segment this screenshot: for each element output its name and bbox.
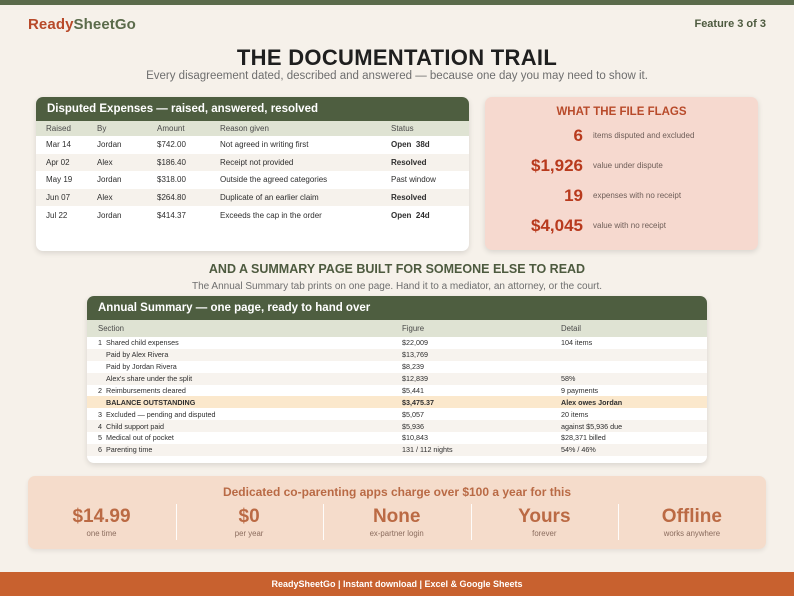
reason-cell: Not agreed in writing first: [220, 140, 309, 150]
table-row: [87, 349, 707, 361]
figure-cell: $12,839: [391, 373, 550, 385]
section-cell: [87, 432, 391, 444]
annual-summary-table: [87, 320, 707, 456]
flag-value: 19: [564, 186, 583, 205]
table-row: [87, 385, 707, 397]
table-header-row: [36, 121, 469, 136]
by-cell: Alex: [87, 189, 147, 207]
page-title: THE DOCUMENTATION TRAIL: [236, 45, 558, 70]
section-cell: [87, 373, 391, 385]
detail-cell: $28,371 billed: [561, 433, 606, 443]
table-row: [36, 189, 469, 207]
table-row: [87, 420, 707, 432]
disputed-expenses-card: [36, 97, 469, 251]
stat-divider: [471, 504, 472, 540]
figure-cell: $13,769: [391, 349, 550, 361]
table-row: [87, 432, 707, 444]
stat-value: Offline: [661, 506, 722, 527]
table-row: [87, 396, 707, 408]
brand-logo: [28, 16, 136, 33]
table-row: [36, 154, 469, 172]
section-number: 2: [98, 385, 102, 395]
page-subtitle: Every disagreement dated, described and answered — because one day you may need to show it.: [146, 70, 648, 82]
detail-cell: 104 items: [561, 338, 593, 348]
section-label: BALANCE OUTSTANDING: [106, 397, 196, 407]
stat-value: $14.99: [72, 506, 131, 527]
column-header-detail: Detail: [550, 320, 707, 337]
section-label: Medical out of pocket: [106, 433, 174, 443]
pricing-stat: [28, 506, 175, 538]
status-cell: Resolved: [381, 154, 469, 172]
section-number: 1: [98, 338, 102, 348]
column-header-figure: Figure: [391, 320, 550, 337]
by-cell: Jordan: [97, 210, 122, 220]
detail-cell: 20 items: [561, 409, 589, 419]
status-cell: Past window: [391, 175, 436, 185]
section-label: Excluded — pending and disputed: [106, 409, 216, 419]
raised-cell: Jul 22: [46, 210, 68, 220]
detail-cell: [550, 361, 707, 373]
annual-summary-card: [87, 296, 707, 463]
section-cell: [87, 361, 391, 373]
detail-cell: [550, 349, 707, 361]
stat-divider: [618, 504, 619, 540]
section-label: Shared child expenses: [106, 338, 179, 348]
flag-value: 6: [573, 126, 583, 145]
figure-cell: $8,239: [402, 362, 424, 372]
disputed-expenses-table: [36, 121, 469, 224]
stat-value: $0: [238, 506, 260, 527]
stat-label: forever: [532, 529, 557, 538]
amount-cell: $186.40: [147, 154, 210, 172]
disputed-expenses-header: Disputed Expenses — raised, answered, resolved: [36, 97, 469, 121]
amount-cell: $742.00: [157, 140, 186, 150]
flag-label: expenses with no receipt: [593, 191, 682, 200]
section-cell: [87, 385, 391, 397]
figure-cell: 131 / 112 nights: [391, 444, 550, 456]
figure-cell: $5,936: [391, 420, 550, 432]
file-flags-title: WHAT THE FILE FLAGS: [556, 106, 687, 118]
section-number: 5: [98, 433, 102, 443]
status-cell: Resolved: [381, 189, 469, 207]
section-label: Child support paid: [106, 421, 164, 431]
figure-cell: $10,843: [402, 433, 428, 443]
by-cell: Jordan: [97, 175, 122, 185]
brand-part-2: SheetGo: [73, 16, 136, 33]
flag-row: [485, 186, 758, 210]
reason-cell: Exceeds the cap in the order: [220, 210, 322, 220]
raised-cell: Apr 02: [36, 154, 87, 172]
section-label: Parenting time: [106, 445, 153, 455]
feature-counter: Feature 3 of 3: [694, 18, 766, 30]
figure-cell: $5,057: [402, 409, 424, 419]
summary-section-title: AND A SUMMARY PAGE BUILT FOR SOMEONE ELSE TO READ: [208, 262, 586, 276]
by-cell: Jordan: [97, 140, 122, 150]
by-cell: Alex: [87, 154, 147, 172]
flag-label: value under dispute: [593, 161, 663, 170]
raised-cell: Mar 14: [46, 140, 71, 150]
detail-cell: 9 payments: [561, 385, 599, 395]
section-label: Paid by Jordan Rivera: [106, 362, 177, 372]
stat-divider: [176, 504, 177, 540]
flag-value: $4,045: [531, 216, 583, 235]
raised-cell: May 19: [46, 175, 73, 185]
raised-cell: Jun 07: [36, 189, 87, 207]
table-row: [87, 408, 707, 420]
figure-cell: $5,441: [402, 385, 424, 395]
stat-label: ex-partner login: [369, 529, 424, 538]
table-header-row: [87, 320, 707, 337]
file-flags-panel: [485, 97, 758, 250]
flag-label: value with no receipt: [593, 221, 666, 230]
column-header-by: By: [87, 121, 147, 136]
section-number: 4: [98, 421, 102, 431]
stat-divider: [323, 504, 324, 540]
summary-section-subtitle: The Annual Summary tab prints on one page. Hand it to a mediator, an attorney, or the court.: [191, 281, 603, 292]
stat-label: per year: [234, 529, 264, 538]
stat-label: works anywhere: [663, 529, 721, 538]
flag-row: [485, 126, 758, 150]
reason-cell: Duplicate of an earlier claim: [210, 189, 381, 207]
brand-part-1: Ready: [28, 16, 74, 33]
reason-cell: Outside the agreed categories: [220, 175, 328, 185]
stat-value: None: [372, 506, 421, 527]
section-number: 6: [98, 445, 102, 455]
pricing-stat: [176, 506, 323, 538]
section-label: Paid by Alex Rivera: [106, 350, 169, 360]
stat-value: Yours: [518, 506, 571, 527]
detail-cell: 54% / 46%: [550, 444, 707, 456]
pricing-stat: [471, 506, 618, 538]
section-label: Reimbursements cleared: [106, 385, 186, 395]
stat-label: one time: [86, 529, 117, 538]
footer-bar: ReadySheetGo | Instant download | Excel & Google Sheets: [0, 572, 794, 596]
section-cell: [87, 349, 391, 361]
column-header-amount: Amount: [147, 121, 210, 136]
section-cell: [87, 408, 391, 420]
section-cell: [87, 444, 391, 456]
column-header-status: Status: [381, 121, 469, 136]
column-header-raised: Raised: [36, 121, 87, 136]
table-row: [36, 206, 469, 224]
table-row: [87, 337, 707, 349]
flag-value: $1,926: [531, 156, 583, 175]
figure-cell: $3,475.37: [391, 396, 550, 408]
amount-cell: $264.80: [147, 189, 210, 207]
reason-cell: Receipt not provided: [210, 154, 381, 172]
flag-label: items disputed and excluded: [593, 131, 695, 140]
section-cell: [87, 420, 391, 432]
section-cell: [87, 396, 391, 408]
figure-cell: $22,009: [402, 338, 428, 348]
detail-cell: 58%: [550, 373, 707, 385]
section-number: 3: [98, 409, 102, 419]
top-accent-bar: [0, 0, 794, 5]
pricing-stat: [618, 506, 765, 538]
column-header-reason: Reason given: [210, 121, 381, 136]
status-cell: Open 38d: [391, 140, 430, 150]
flag-row: [485, 216, 758, 240]
table-row: [87, 373, 707, 385]
pricing-stat: [323, 506, 470, 538]
amount-cell: $318.00: [157, 175, 186, 185]
annual-summary-header: Annual Summary — one page, ready to hand over: [87, 296, 707, 320]
section-label: Alex's share under the split: [106, 374, 193, 384]
table-row: [87, 444, 707, 456]
table-row: [36, 171, 469, 189]
status-cell: Open 24d: [391, 210, 430, 220]
pricing-comparison-band: [28, 476, 766, 549]
amount-cell: $414.37: [157, 210, 186, 220]
section-cell: [87, 337, 391, 349]
column-header-section: Section: [87, 320, 391, 337]
detail-cell: against $5,936 due: [550, 420, 707, 432]
detail-cell: Alex owes Jordan: [550, 396, 707, 408]
pricing-band-title: Dedicated co-parenting apps charge over $100 a year for this: [222, 485, 572, 499]
flag-row: [485, 156, 758, 180]
table-row: [36, 136, 469, 154]
table-row: [87, 361, 707, 373]
